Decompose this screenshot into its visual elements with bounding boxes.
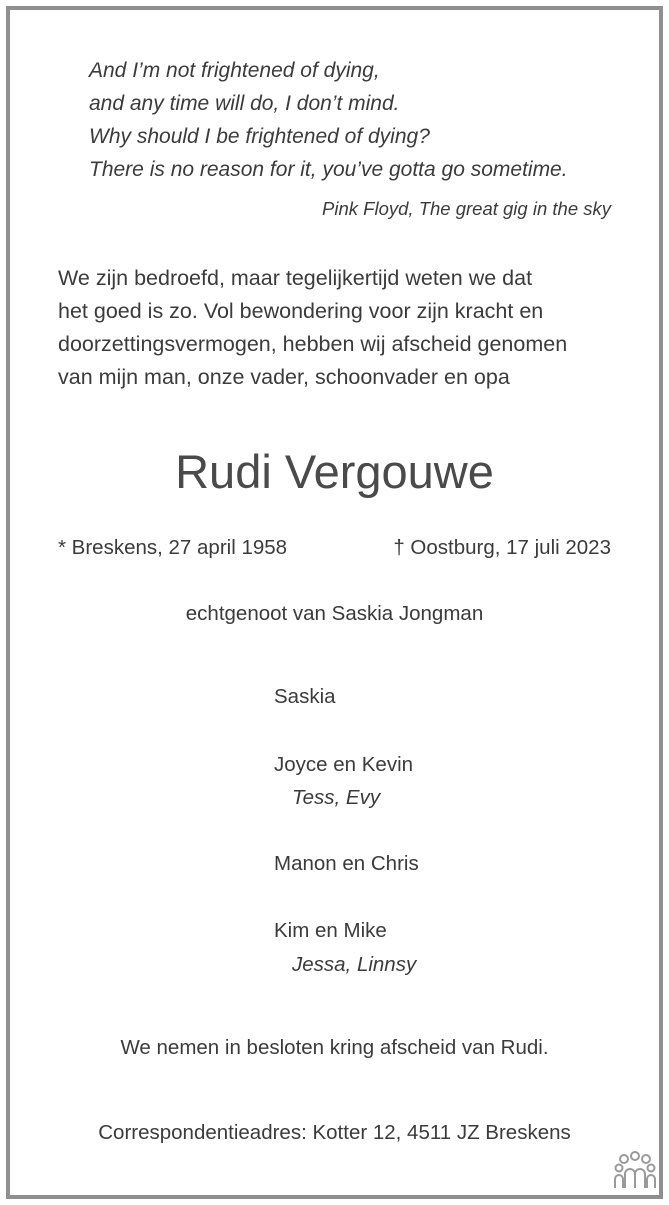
- intro-text: [58, 262, 567, 394]
- birth-info: * Breskens, 27 april 1958: [58, 536, 288, 559]
- death-info: † Oostburg, 17 juli 2023: [393, 536, 611, 559]
- poem-quote: [89, 54, 568, 186]
- intro-line: doorzettingsvermogen, hebben wij afscheid genomen: [58, 332, 568, 356]
- family-couple: Joyce en Kevin: [274, 753, 414, 776]
- poem-line: Why should I be frightened of dying?: [89, 125, 430, 148]
- family-grandchildren: Jessa, Linnsy: [292, 953, 417, 976]
- family-grandchildren: Tess, Evy: [292, 786, 381, 809]
- deceased-name: Rudi Vergouwe: [175, 445, 494, 498]
- spouse-line: echtgenoot van Saskia Jongman: [185, 602, 484, 625]
- poem-attribution: Pink Floyd, The great gig in the sky: [322, 198, 611, 219]
- family-wife: Saskia: [274, 685, 336, 708]
- poem-line: and any time will do, I don’t mind.: [89, 92, 400, 115]
- intro-line: het goed is zo. Vol bewondering voor zijn kracht en: [58, 299, 544, 323]
- family-group-icon: [612, 1150, 658, 1190]
- poem-line: There is no reason for it, you’ve gotta go sometime.: [89, 158, 568, 181]
- correspondence-address: Correspondentieadres: Kotter 12, 4511 JZ Breskens: [98, 1121, 571, 1144]
- family-couple: Kim en Mike: [274, 919, 387, 942]
- closing-line: We nemen in besloten kring afscheid van Rudi.: [120, 1036, 549, 1059]
- family-couple: Manon en Chris: [274, 852, 419, 875]
- poem-line: And I’m not frightened of dying,: [89, 59, 380, 82]
- intro-line: We zijn bedroefd, maar tegelijkertijd weten we dat: [58, 266, 533, 290]
- intro-line: van mijn man, onze vader, schoonvader en opa: [58, 365, 510, 389]
